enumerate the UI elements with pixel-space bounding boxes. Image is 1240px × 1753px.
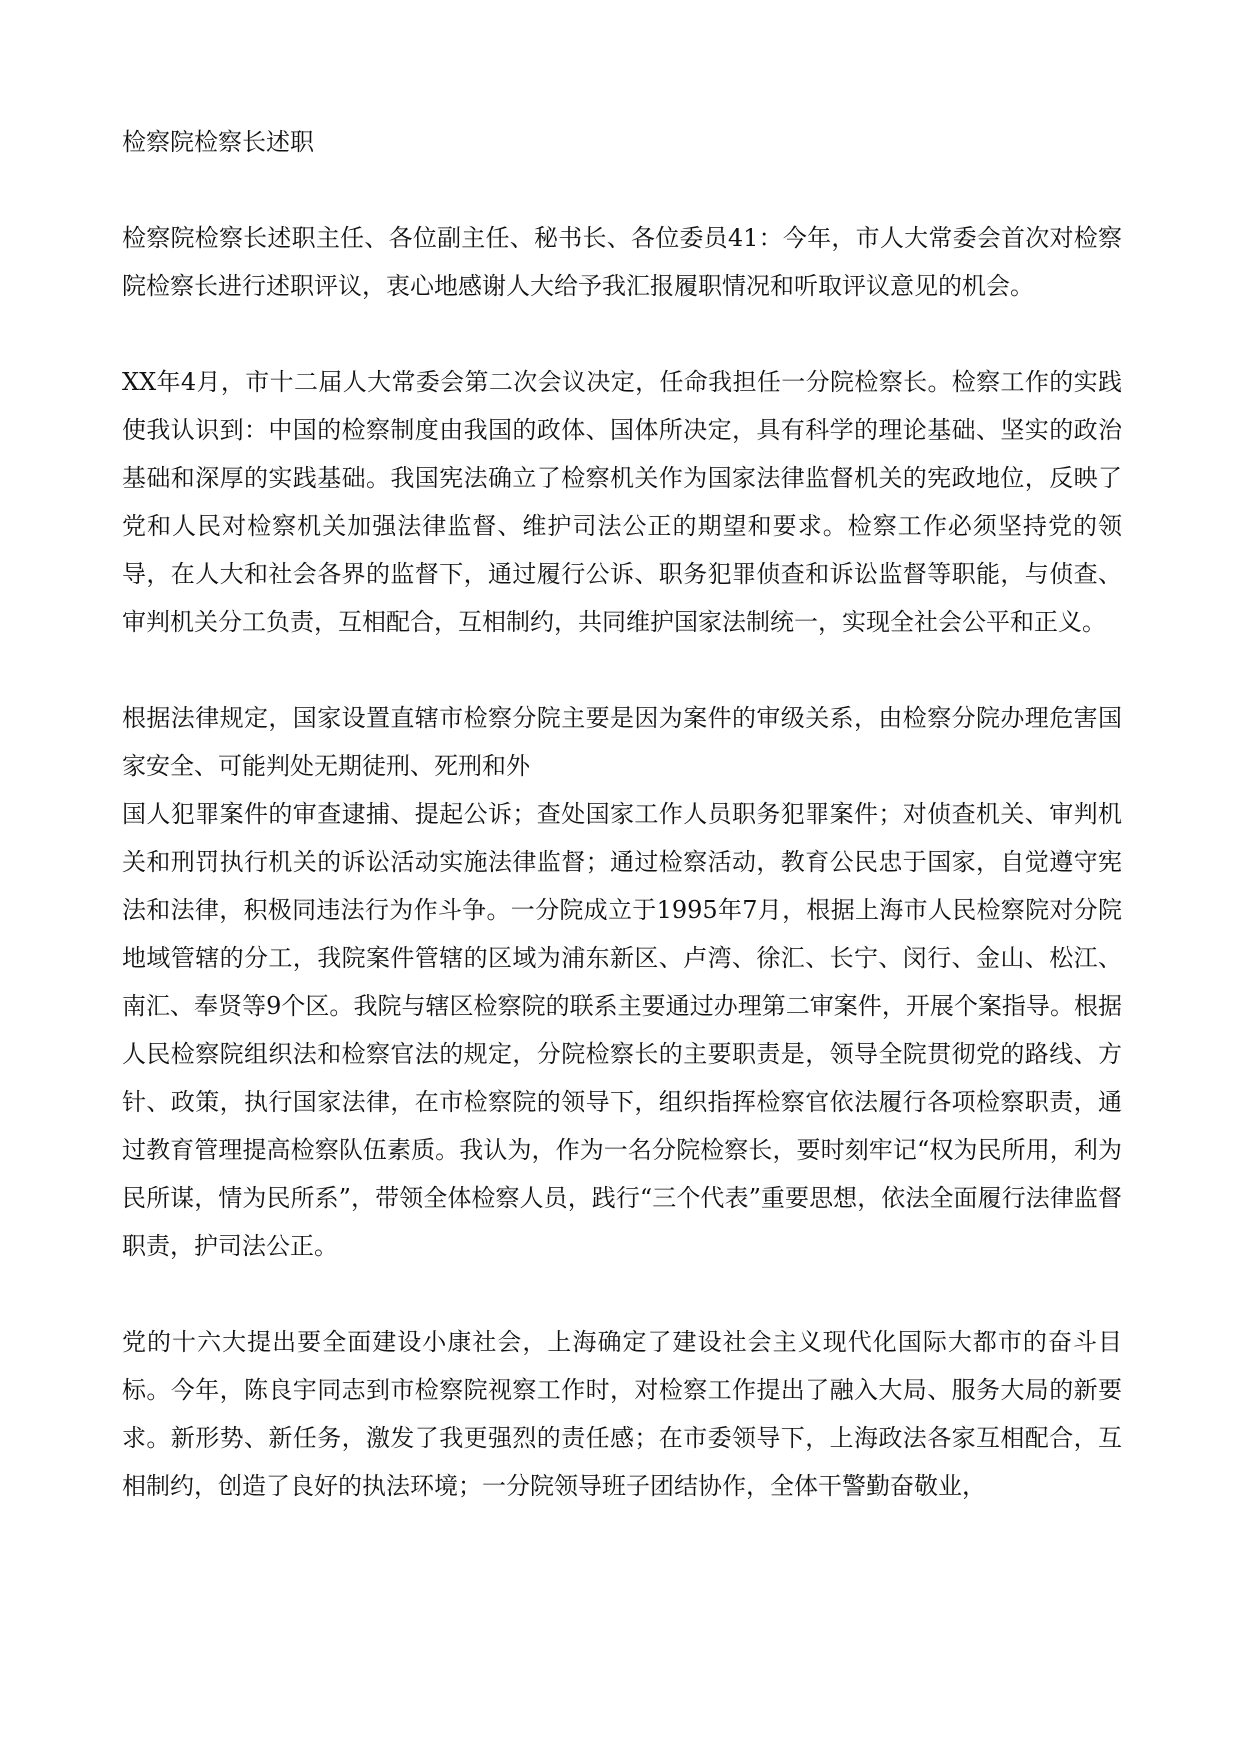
document-body [122, 118, 1122, 1558]
paragraph-new-situation: 党的十六大提出要全面建设小康社会，上海确定了建设社会主义现代化国际大都市的奋斗目标。今年，陈良宇同志到市检察院视察工作时，对检察工作提出了融入大局、服务大局的新要求。新形势、新任务，激发了我更强烈的责任感；在市委领导下，上海政法各家互相配合，互相制约，创造了良好的执法环境；一分院领导班子团结协作，全体干警勤奋敬业， [122, 1328, 1122, 1500]
paragraph-opening: 检察院检察长述职主任、各位副主任、秘书长、各位委员41：今年，市人大常委会首次对检察院检察长进行述职评议，衷心地感谢人大给予我汇报履职情况和听取评议意见的机会。 [122, 224, 1122, 300]
document-title: 检察院检察长述职 [122, 128, 314, 156]
paragraph-legal-basis: 根据法律规定，国家设置直辖市检察分院主要是因为案件的审级关系，由检察分院办理危害国家安全、可能判处无期徒刑、死刑和外 [122, 704, 1122, 780]
paragraph-appointment: XX年4月，市十二届人大常委会第二次会议决定，任命我担任一分院检察长。检察工作的实践使我认识到：中国的检察制度由我国的政体、国体所决定，具有科学的理论基础、坚实的政治基础和深厚的实践基础。我国宪法确立了检察机关作为国家法律监督机关的宪政地位，反映了党和人民对检察机关加强法律监督、维护司法公正的期望和要求。检察工作必须坚持党的领导，在人大和社会各界的监督下，通过履行公诉、职务犯罪侦查和诉讼监督等职能，与侦查、审判机关分工负责，互相配合，互相制约，共同维护国家法制统一，实现全社会公平和正义。 [122, 368, 1122, 636]
paragraph-jurisdiction: 国人犯罪案件的审查逮捕、提起公诉；查处国家工作人员职务犯罪案件；对侦查机关、审判机关和刑罚执行机关的诉讼活动实施法律监督；通过检察活动，教育公民忠于国家，自觉遵守宪法和法律，积极同违法行为作斗争。一分院成立于1995年7月，根据上海市人民检察院对分院地域管辖的分工，我院案件管辖的区域为浦东新区、卢湾、徐汇、长宁、闵行、金山、松江、南汇、奉贤等9个区。我院与辖区检察院的联系主要通过办理第二审案件，开展个案指导。根据人民检察院组织法和检察官法的规定，分院检察长的主要职责是，领导全院贯彻党的路线、方针、政策，执行国家法律，在市检察院的领导下，组织指挥检察官依法履行各项检察职责，通过教育管理提高检察队伍素质。我认为，作为一名分院检察长，要时刻牢记“权为民所用，利为民所谋，情为民所系”，带领全体检察人员，践行“三个代表”重要思想，依法全面履行法律监督职责，护司法公正。 [122, 800, 1122, 1260]
